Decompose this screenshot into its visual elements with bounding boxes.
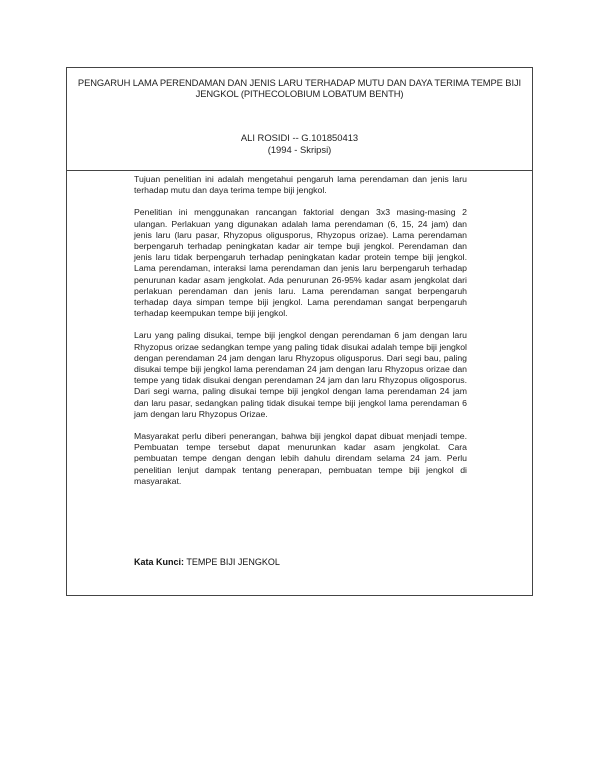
author-line: ALI ROSIDI -- G.101850413: [240, 132, 359, 143]
paragraph-method: Penelitian ini menggunakan rancangan faktorial dengan 3x3 masing-masing 2 ulangan. Perlakuan yang digunakan adalah lama perendaman (6, 15, 24 jam) dan jenis laru (laru pasar, Rhyzopus oligusporus, Rhyzopus orizae). Lama perendaman berpengaruh terhadap peningkatan kadar air tempe buji jengkol. Perendaman dan jenis laru tidak berpengaruh terhadap peningkatan kadar protein tempe biji jengkol. Lama perendaman, interaksi lama perendaman dan jenis laru berpengaruh terhadap penurunan kadar asam jengkolat. Ada penurunan 26-95% kadar asam jengkolat dari perlakuan perendaman dan jenis laru. Lama perendaman sangat berpengaruh terhadap daya simpan tempe biji jengkol. Lama perendaman sangat berpengaruh terhadap keempukan tempe biji jengkol.: [134, 207, 467, 319]
year-type-line: (1994 - Skripsi): [267, 144, 332, 155]
abstract-header: [67, 68, 532, 171]
paragraph-results: Laru yang paling disukai, tempe biji jengkol dengan perendaman 6 jam dengan laru Rhyzopus orizae sedangkan tempe yang paling tidak disukai adalah tempe biji jengkol dengan perendaman 24 jam dengan laru Rhyzopus oligusporus. Dari segi bau, paling disukai tempe biji jengkol lama perendaman 24 jam dengan laru Rhyzopus orizae dan tempe yang tidak disukai dengan perendaman 24 jam dan laru Rhyzopus oligosporus. Dari segi warna, paling disukai tempe biji jengkol dengan lama perendaman 24 jam dan laru pasar, sedangkan paling tidak disukai tempe biji jengkol lama perendaman 6 jam dengan laru Rhyzopus Orizae.: [134, 330, 467, 419]
paragraph-objective: Tujuan penelitian ini adalah mengetahui pengaruh lama perendaman dan jenis laru terhadap mutu dan daya terima tempe biji jengkol.: [134, 174, 467, 196]
paragraph-recommendation: Masyarakat perlu diberi penerangan, bahwa biji jengkol dapat dibuat menjadi tempe. Pembuatan tempe tersebut dapat menurunkan kadar asam jengkolat. Cara pembuatan tempe dengan dengan lebih dahulu direndam selama 24 jam. Perlu penelitian lenjut dampak tentang penerapan, pembuatan tempe biji jengkol di masyarakat.: [134, 431, 467, 486]
keywords-line: [134, 557, 280, 568]
document-title: PENGARUH LAMA PERENDAMAN DAN JENIS LARU TERHADAP MUTU DAN DAYA TERIMA TEMPE BIJI JENGKOL (PITHECOLOBIUM LOBATUM BENTH): [77, 77, 522, 99]
abstract-body: [134, 174, 467, 498]
abstract-frame: [66, 67, 533, 596]
keywords-label: Kata Kunci:: [134, 557, 185, 567]
keywords-value: TEMPE BIJI JENGKOL: [186, 557, 280, 567]
